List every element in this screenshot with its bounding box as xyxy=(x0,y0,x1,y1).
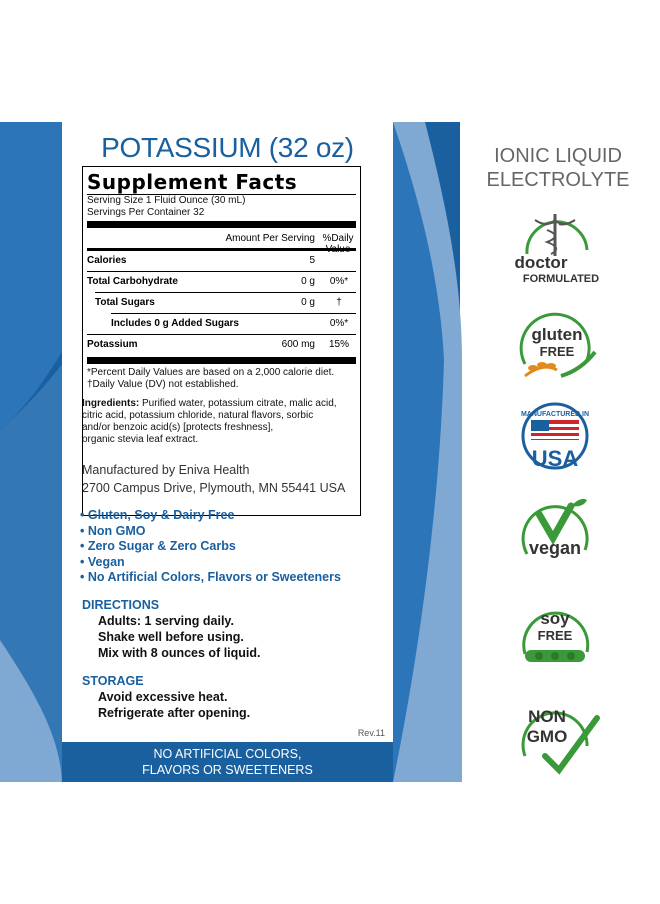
claim-item: • Gluten, Soy & Dairy Free xyxy=(80,508,235,522)
soy-free-badge xyxy=(505,596,605,676)
svg-text:doctor: doctor xyxy=(514,253,568,272)
vegan-badge xyxy=(505,492,605,576)
svg-text:MANUFACTURED IN: MANUFACTURED IN xyxy=(520,411,590,418)
directions-title: DIRECTIONS xyxy=(82,598,160,612)
footnote-dv-not-established: †Daily Value (DV) not established. xyxy=(87,379,239,390)
ingredients-text: Ingredients: Purified water, potassium citrate, malic acid, citric acid, potassium chloride, natural flavors, sorbic and/or benzoic acid(s) [protects freshness], organic stevia leaf extract. xyxy=(82,398,337,445)
claim-item: • Zero Sugar & Zero Carbs xyxy=(80,539,236,553)
claim-item: • Vegan xyxy=(80,554,125,569)
product-label xyxy=(62,122,393,782)
svg-text:FORMULATED: FORMULATED xyxy=(522,273,600,285)
svg-text:GMO: GMO xyxy=(526,727,568,746)
wheat-icon xyxy=(525,362,557,376)
manufacturer-info: Manufactured by Eniva Health 2700 Campus Drive, Plymouth, MN 55441 USA xyxy=(82,463,346,495)
storage-text: Avoid excessive heat. Refrigerate after opening. xyxy=(98,690,251,720)
facts-row: Calories 5 xyxy=(87,255,315,266)
supplement-facts-heading: Supplement Facts xyxy=(87,170,298,194)
directions-text: Adults: 1 serving daily. Shake well before using. Mix with 8 ounces of liquid. xyxy=(98,614,261,660)
soybean-pod-icon xyxy=(525,650,585,662)
side-heading: IONIC LIQUID ELECTROLYTE xyxy=(486,145,630,191)
facts-column-header: Amount Per Serving %Daily Value xyxy=(225,233,354,255)
flag-icon xyxy=(531,420,579,440)
facts-row: Potassium 600 mg 15% xyxy=(87,339,349,350)
product-title: POTASSIUM (32 oz) xyxy=(101,132,354,163)
doctor-formulated-badge xyxy=(505,206,605,286)
gluten-free-badge xyxy=(505,304,605,384)
servings-per-container: Servings Per Container 32 xyxy=(87,207,205,218)
svg-text:soy: soy xyxy=(540,609,570,628)
footnote-daily-values: *Percent Daily Values are based on a 2,000 calorie diet. xyxy=(87,367,335,378)
revision-number: Rev.11 xyxy=(357,728,385,738)
claim-item: • No Artificial Colors, Flavors or Sweeteners xyxy=(80,570,341,584)
claim-item: • Non GMO xyxy=(80,523,146,538)
facts-row: Total Sugars 0 g † xyxy=(95,297,342,308)
svg-text:vegan: vegan xyxy=(528,538,582,558)
svg-text:gluten: gluten xyxy=(531,325,583,344)
svg-text:FREE: FREE xyxy=(539,344,575,359)
svg-text:USA: USA xyxy=(531,446,579,471)
storage-title: STORAGE xyxy=(82,674,144,688)
facts-row: Includes 0 g Added Sugars 0%* xyxy=(111,318,349,329)
facts-row: Total Carbohydrate 0 g 0%* xyxy=(87,276,349,287)
claims-list xyxy=(80,508,341,586)
svg-text:NON: NON xyxy=(528,707,566,726)
non-gmo-badge xyxy=(505,696,605,776)
serving-size: Serving Size 1 Fluid Ounce (30 mL) xyxy=(87,195,246,206)
svg-text:FREE: FREE xyxy=(537,628,573,643)
bottom-banner: NO ARTIFICIAL COLORS, FLAVORS OR SWEETENERS xyxy=(62,742,393,782)
caduceus-icon xyxy=(527,214,587,256)
made-in-usa-badge xyxy=(505,400,605,480)
